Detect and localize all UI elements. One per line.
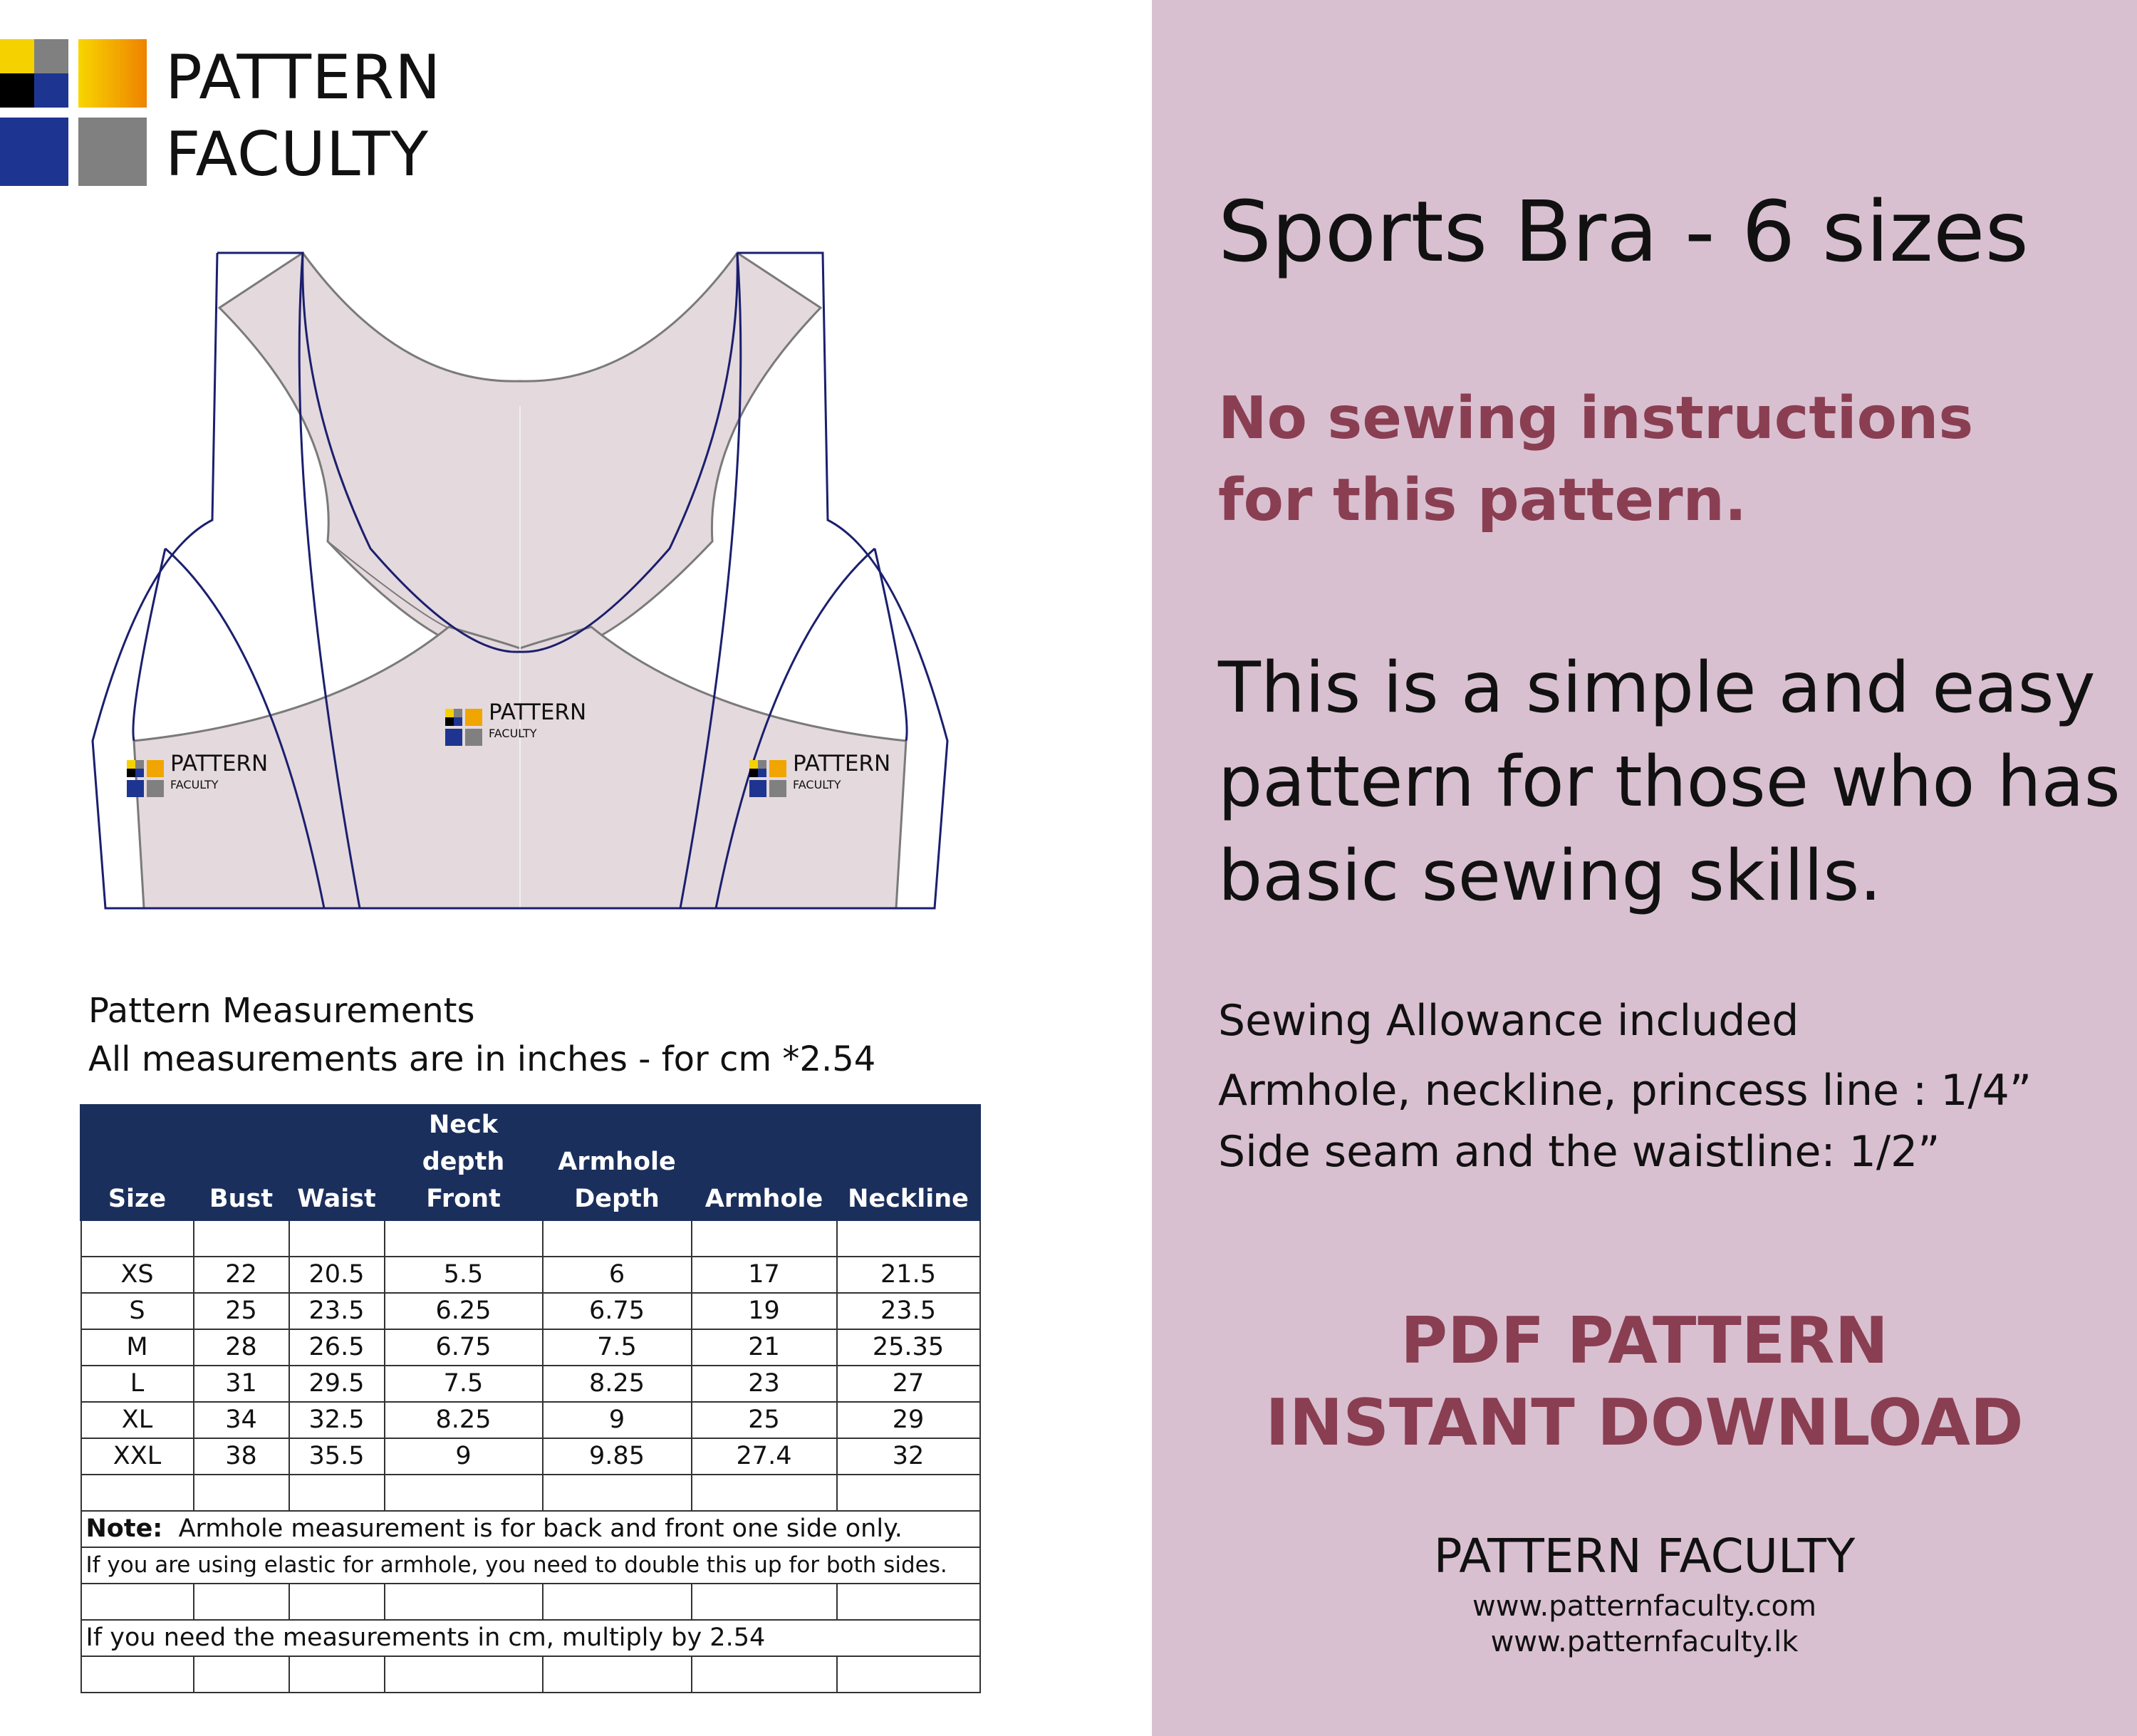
pdf-line1: PDF PATTERN: [1400, 1304, 1888, 1378]
logo-line-1: PATTERN: [165, 42, 442, 113]
cell: XXL: [81, 1438, 194, 1475]
no-sewing-line2: for this pattern.: [1218, 467, 1747, 534]
measurements-table: [80, 1104, 981, 1693]
sports-bra-pattern-drawing: [0, 235, 1152, 947]
logo-line-2: FACULTY: [165, 119, 430, 190]
mini-logo-right-line2: FACULTY: [793, 778, 841, 791]
cell: 31: [194, 1366, 289, 1402]
table-row-note: [81, 1620, 980, 1656]
pattern-faculty-logo-icon: [0, 39, 157, 189]
logo-text: [165, 39, 442, 193]
cell: 32.5: [289, 1402, 385, 1438]
cell: 27: [837, 1366, 980, 1402]
col-header-bust: Bust: [194, 1106, 289, 1220]
col-header-armhole: Armhole: [692, 1106, 837, 1220]
mini-logo-center-line2: FACULTY: [489, 727, 537, 740]
seam-allowance-info: [1218, 990, 2032, 1183]
table-row: [81, 1438, 980, 1475]
measurements-title: [88, 987, 875, 1083]
pdf-line2: INSTANT DOWNLOAD: [1265, 1386, 2024, 1460]
elastic-note: If you are using elastic for armhole, you need to double this up for both sides.: [81, 1547, 980, 1584]
table-row-empty: [81, 1584, 980, 1620]
cell: 9.85: [543, 1438, 692, 1475]
brand-name: PATTERN FACULTY: [1433, 1529, 1856, 1584]
cell: XL: [81, 1402, 194, 1438]
cell: 27.4: [692, 1438, 837, 1475]
cell: 32: [837, 1438, 980, 1475]
cell: 21: [692, 1329, 837, 1366]
cell: 22: [194, 1257, 289, 1293]
desc-line2: pattern for those who has: [1218, 742, 2121, 823]
cell: 23: [692, 1366, 837, 1402]
note-label: Note:: [85, 1514, 163, 1543]
cell: 7.5: [543, 1329, 692, 1366]
pdf-download-banner: [1152, 1300, 2137, 1464]
product-title: Sports Bra - 6 sizes: [1218, 182, 2029, 281]
cell: 34: [194, 1402, 289, 1438]
cell: 5.5: [385, 1257, 543, 1293]
cell: 25: [692, 1402, 837, 1438]
armhole-note: [81, 1511, 980, 1547]
table-row-note: [81, 1547, 980, 1584]
desc-line1: This is a simple and easy: [1218, 648, 2096, 729]
mini-logo-center-text: [489, 702, 586, 739]
cell: 9: [385, 1438, 543, 1475]
cell: 7.5: [385, 1366, 543, 1402]
cell: 28: [194, 1329, 289, 1366]
website-urls: [1152, 1589, 2137, 1660]
allowance-line1: Sewing Allowance included: [1218, 996, 1799, 1046]
table-row: [81, 1402, 980, 1438]
cell: S: [81, 1293, 194, 1329]
measurements-title-line1: Pattern Measurements: [88, 991, 475, 1031]
desc-line3: basic sewing skills.: [1218, 836, 1882, 917]
cell: 21.5: [837, 1257, 980, 1293]
cell: L: [81, 1366, 194, 1402]
table-row-empty: [81, 1475, 980, 1511]
website-url-com[interactable]: www.patternfaculty.com: [1472, 1590, 1816, 1623]
cell: 6: [543, 1257, 692, 1293]
no-sewing-line1: No sewing instructions: [1218, 385, 1974, 452]
cell: 25.35: [837, 1329, 980, 1366]
mini-logo-left-text: [170, 753, 268, 791]
note-text: Armhole measurement is for back and front one side only.: [178, 1514, 903, 1543]
cell: 35.5: [289, 1438, 385, 1475]
cell: 25: [194, 1293, 289, 1329]
table-row: [81, 1293, 980, 1329]
cell: 20.5: [289, 1257, 385, 1293]
cell: 6.75: [385, 1329, 543, 1366]
cell: 8.25: [543, 1366, 692, 1402]
mini-logo-center-line1: PATTERN: [489, 700, 587, 725]
cell: XS: [81, 1257, 194, 1293]
cell: 19: [692, 1293, 837, 1329]
cell: 6.75: [543, 1293, 692, 1329]
cell: 29.5: [289, 1366, 385, 1402]
mini-logo-left-line2: FACULTY: [170, 778, 219, 791]
cell: 9: [543, 1402, 692, 1438]
measurements-title-line2: All measurements are in inches - for cm *2.54: [88, 1039, 876, 1079]
table-row-empty: [81, 1220, 980, 1257]
table-row: [81, 1366, 980, 1402]
mini-logo-right-text: [793, 753, 890, 791]
col-header-neckline: Neckline: [837, 1106, 980, 1220]
table-header-row: [81, 1106, 980, 1220]
table-row: [81, 1257, 980, 1293]
allowance-line2: Armhole, neckline, princess line : 1/4”: [1218, 1066, 2032, 1116]
table-row-note: [81, 1511, 980, 1547]
col-header-size: Size: [81, 1106, 194, 1220]
col-header-waist: Waist: [289, 1106, 385, 1220]
col-header-armhole-depth: Armhole Depth: [543, 1106, 692, 1220]
table-row: [81, 1329, 980, 1366]
cell: 26.5: [289, 1329, 385, 1366]
table-row-empty: [81, 1656, 980, 1693]
website-url-lk[interactable]: www.patternfaculty.lk: [1490, 1626, 1799, 1658]
cell: 23.5: [837, 1293, 980, 1329]
mini-logo-right-line1: PATTERN: [793, 751, 891, 776]
cm-note: If you need the measurements in cm, multiply by 2.54: [81, 1620, 980, 1656]
cell: 17: [692, 1257, 837, 1293]
col-header-neck-depth-front: Neck depth Front: [385, 1106, 543, 1220]
cell: 23.5: [289, 1293, 385, 1329]
product-description: [1218, 641, 2121, 923]
cell: 29: [837, 1402, 980, 1438]
cell: 6.25: [385, 1293, 543, 1329]
cell: 8.25: [385, 1402, 543, 1438]
mini-logo-left-line1: PATTERN: [170, 751, 269, 776]
cell: 38: [194, 1438, 289, 1475]
no-sewing-instructions: [1218, 378, 1973, 541]
allowance-line3: Side seam and the waistline: 1/2”: [1218, 1127, 1940, 1177]
cell: M: [81, 1329, 194, 1366]
